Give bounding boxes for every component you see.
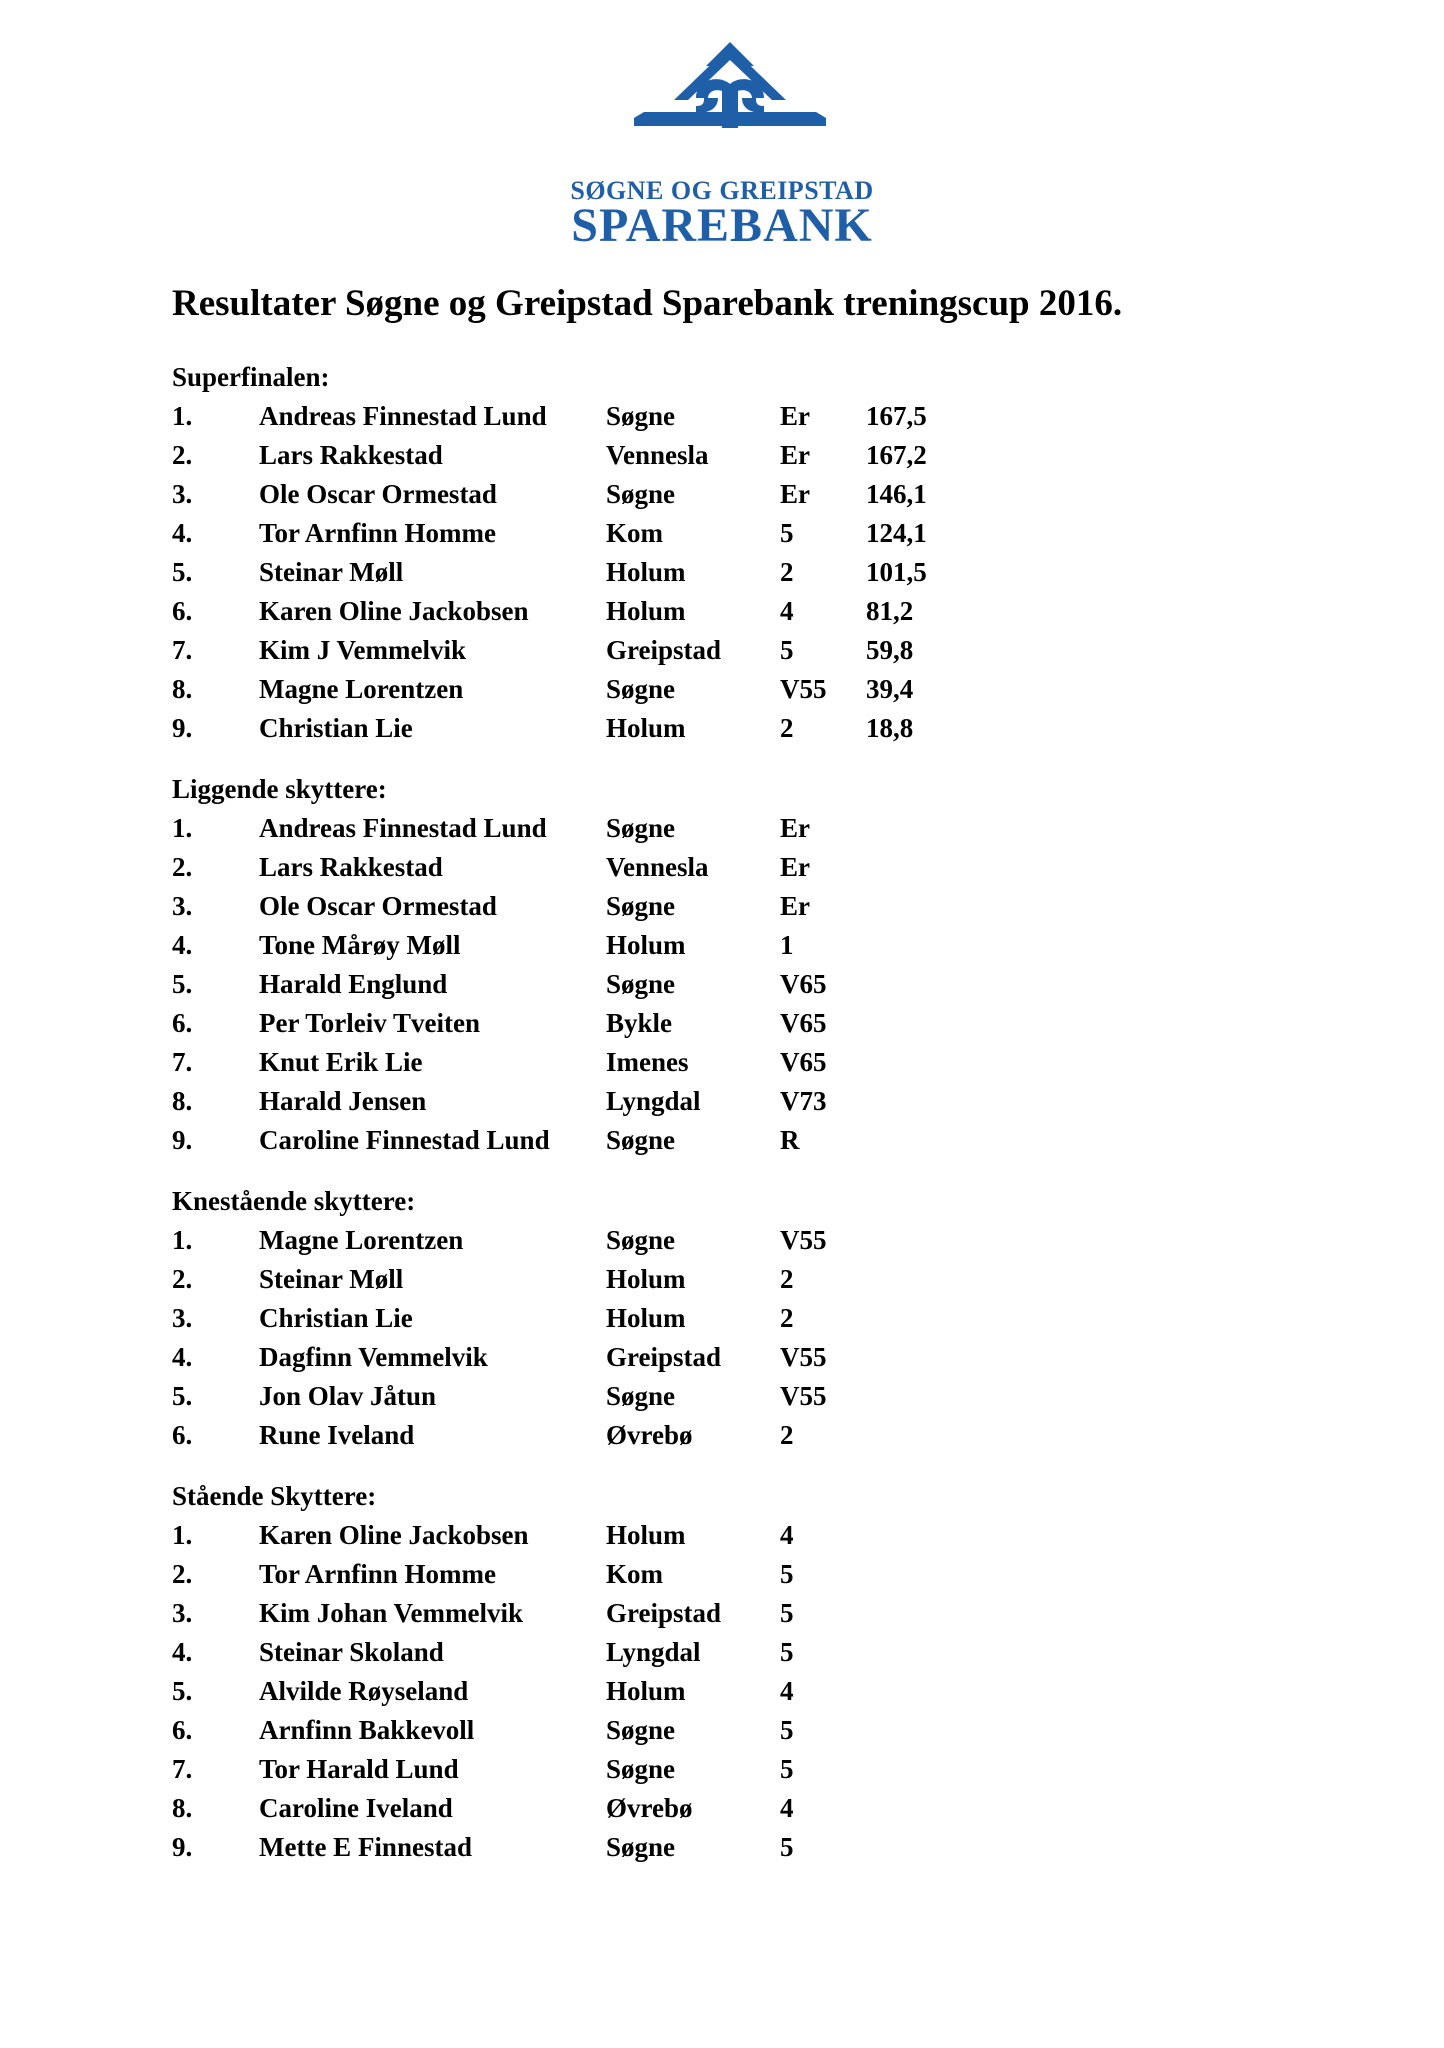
name-cell: Christian Lie (259, 1303, 413, 1333)
club-cell: Holum (606, 713, 686, 743)
club-cell: Holum (606, 1303, 686, 1333)
class-cell: V55 (780, 1381, 827, 1411)
rank-cell: 5. (172, 969, 193, 999)
club-cell: Lyngdal (606, 1637, 701, 1667)
name-cell: Alvilde Røyseland (259, 1676, 469, 1706)
rank-cell: 2. (172, 1559, 193, 1589)
class-cell: V73 (780, 1086, 827, 1116)
club-cell: Søgne (606, 674, 676, 704)
club-cell: Greipstad (606, 1342, 722, 1372)
club-cell: Holum (606, 596, 686, 626)
club-cell: Holum (606, 1520, 686, 1550)
rank-cell: 4. (172, 1342, 193, 1372)
club-cell: Søgne (606, 1225, 676, 1255)
result-row (172, 1416, 1272, 1455)
rank-cell: 6. (172, 596, 193, 626)
class-cell: V55 (780, 674, 827, 704)
class-cell: 1 (780, 930, 794, 960)
class-cell: V55 (780, 1225, 827, 1255)
logo-line2: SPAREBANK (571, 199, 873, 252)
rank-cell: 9. (172, 1832, 193, 1862)
name-cell: Knut Erik Lie (259, 1047, 423, 1077)
club-cell: Holum (606, 930, 686, 960)
club-cell: Vennesla (606, 440, 709, 470)
club-cell: Søgne (606, 479, 676, 509)
result-row (172, 1633, 1272, 1672)
rank-cell: 6. (172, 1008, 193, 1038)
class-cell: 4 (780, 596, 794, 626)
result-row (172, 1121, 1272, 1160)
class-cell: 5 (780, 518, 794, 548)
result-row (172, 1299, 1272, 1338)
section-liggende (172, 770, 1272, 1160)
rank-cell: 5. (172, 557, 193, 587)
name-cell: Tone Mårøy Møll (259, 930, 461, 960)
section-title: Stående Skyttere: (172, 1481, 377, 1511)
result-row (172, 1750, 1272, 1789)
club-cell: Vennesla (606, 852, 709, 882)
club-cell: Søgne (606, 1754, 676, 1784)
class-cell: 2 (780, 1264, 794, 1294)
club-cell: Lyngdal (606, 1086, 701, 1116)
score-cell: 39,4 (866, 674, 914, 704)
name-cell: Steinar Skoland (259, 1637, 444, 1667)
result-row (172, 887, 1272, 926)
club-cell: Søgne (606, 969, 676, 999)
score-cell: 167,2 (866, 440, 927, 470)
class-cell: 5 (780, 1637, 794, 1667)
class-cell: 4 (780, 1520, 794, 1550)
result-row (172, 1828, 1272, 1867)
rank-cell: 3. (172, 1303, 193, 1333)
name-cell: Dagfinn Vemmelvik (259, 1342, 488, 1372)
result-row (172, 553, 1272, 592)
result-row (172, 1789, 1272, 1828)
rank-cell: 3. (172, 479, 193, 509)
class-cell: Er (780, 479, 810, 509)
name-cell: Tor Arnfinn Homme (259, 1559, 497, 1589)
club-cell: Søgne (606, 1125, 676, 1155)
club-cell: Bykle (606, 1008, 673, 1038)
score-cell: 59,8 (866, 635, 914, 665)
name-cell: Tor Arnfinn Homme (259, 518, 497, 548)
class-cell: 4 (780, 1793, 794, 1823)
result-row (172, 1672, 1272, 1711)
class-cell: R (780, 1125, 800, 1155)
result-row (172, 1594, 1272, 1633)
name-cell: Kim J Vemmelvik (259, 635, 466, 665)
rank-cell: 9. (172, 1125, 193, 1155)
name-cell: Mette E Finnestad (259, 1832, 472, 1862)
rank-cell: 4. (172, 930, 193, 960)
club-cell: Holum (606, 557, 686, 587)
score-cell: 101,5 (866, 557, 927, 587)
rank-cell: 2. (172, 852, 193, 882)
class-cell: 5 (780, 1598, 794, 1628)
result-row (172, 1004, 1272, 1043)
class-cell: 2 (780, 1303, 794, 1333)
club-cell: Søgne (606, 813, 676, 843)
club-cell: Kom (606, 518, 663, 548)
result-row (172, 670, 1272, 709)
result-row (172, 926, 1272, 965)
name-cell: Tor Harald Lund (259, 1754, 459, 1784)
section-superfinalen (172, 358, 1272, 748)
rank-cell: 7. (172, 635, 193, 665)
rank-cell: 7. (172, 1754, 193, 1784)
class-cell: 5 (780, 1715, 794, 1745)
logo-line1: SØGNE OG GREIPSTAD (570, 176, 874, 205)
name-cell: Andreas Finnestad Lund (259, 813, 547, 843)
name-cell: Karen Oline Jackobsen (259, 596, 529, 626)
name-cell: Rune Iveland (259, 1420, 415, 1450)
name-cell: Arnfinn Bakkevoll (259, 1715, 475, 1745)
result-row (172, 1711, 1272, 1750)
name-cell: Karen Oline Jackobsen (259, 1520, 529, 1550)
result-row (172, 1082, 1272, 1121)
club-cell: Holum (606, 1264, 686, 1294)
section-title: Liggende skyttere: (172, 774, 387, 804)
rank-cell: 5. (172, 1676, 193, 1706)
class-cell: Er (780, 813, 810, 843)
rank-cell: 6. (172, 1715, 193, 1745)
rank-cell: 3. (172, 891, 193, 921)
name-cell: Per Torleiv Tveiten (259, 1008, 480, 1038)
bank-emblem-icon (634, 40, 826, 152)
club-cell: Søgne (606, 891, 676, 921)
name-cell: Jon Olav Jåtun (259, 1381, 437, 1411)
class-cell: V65 (780, 969, 827, 999)
rank-cell: 8. (172, 1793, 193, 1823)
class-cell: 2 (780, 713, 794, 743)
club-cell: Kom (606, 1559, 663, 1589)
name-cell: Lars Rakkestad (259, 440, 443, 470)
name-cell: Ole Oscar Ormestad (259, 891, 497, 921)
score-cell: 18,8 (866, 713, 914, 743)
name-cell: Christian Lie (259, 713, 413, 743)
rank-cell: 2. (172, 440, 193, 470)
result-row (172, 475, 1272, 514)
result-row (172, 1377, 1272, 1416)
class-cell: 5 (780, 635, 794, 665)
name-cell: Steinar Møll (259, 557, 404, 587)
result-row (172, 809, 1272, 848)
rank-cell: 8. (172, 1086, 193, 1116)
section-title: Superfinalen: (172, 362, 330, 392)
section-staende (172, 1477, 1272, 1867)
class-cell: 2 (780, 1420, 794, 1450)
score-cell: 124,1 (866, 518, 927, 548)
class-cell: 5 (780, 1559, 794, 1589)
result-row (172, 1516, 1272, 1555)
result-row (172, 514, 1272, 553)
club-cell: Holum (606, 1676, 686, 1706)
rank-cell: 4. (172, 1637, 193, 1667)
section-knestaende (172, 1182, 1272, 1455)
class-cell: Er (780, 401, 810, 431)
class-cell: V55 (780, 1342, 827, 1372)
class-cell: 4 (780, 1676, 794, 1706)
name-cell: Steinar Møll (259, 1264, 404, 1294)
rank-cell: 1. (172, 401, 193, 431)
club-cell: Øvrebø (606, 1420, 693, 1450)
page-title: Resultater Søgne og Greipstad Sparebank treningscup 2016. (172, 283, 1123, 324)
section-title: Knestående skyttere: (172, 1186, 416, 1216)
name-cell: Caroline Iveland (259, 1793, 453, 1823)
class-cell: V65 (780, 1047, 827, 1077)
rank-cell: 3. (172, 1598, 193, 1628)
name-cell: Lars Rakkestad (259, 852, 443, 882)
club-cell: Greipstad (606, 1598, 722, 1628)
result-row (172, 848, 1272, 887)
result-row (172, 1043, 1272, 1082)
club-cell: Søgne (606, 401, 676, 431)
result-row (172, 965, 1272, 1004)
result-row (172, 436, 1272, 475)
class-cell: 5 (780, 1754, 794, 1784)
class-cell: V65 (780, 1008, 827, 1038)
result-row (172, 1555, 1272, 1594)
club-cell: Imenes (606, 1047, 689, 1077)
name-cell: Harald Englund (259, 969, 448, 999)
name-cell: Ole Oscar Ormestad (259, 479, 497, 509)
rank-cell: 7. (172, 1047, 193, 1077)
name-cell: Magne Lorentzen (259, 674, 464, 704)
name-cell: Kim Johan Vemmelvik (259, 1598, 524, 1628)
rank-cell: 8. (172, 674, 193, 704)
score-cell: 81,2 (866, 596, 914, 626)
rank-cell: 1. (172, 1520, 193, 1550)
result-row (172, 592, 1272, 631)
rank-cell: 1. (172, 1225, 193, 1255)
club-cell: Søgne (606, 1832, 676, 1862)
result-row (172, 1260, 1272, 1299)
result-row (172, 709, 1272, 748)
club-cell: Greipstad (606, 635, 722, 665)
rank-cell: 5. (172, 1381, 193, 1411)
class-cell: Er (780, 852, 810, 882)
club-cell: Øvrebø (606, 1793, 693, 1823)
result-row (172, 1338, 1272, 1377)
rank-cell: 1. (172, 813, 193, 843)
rank-cell: 9. (172, 713, 193, 743)
rank-cell: 6. (172, 1420, 193, 1450)
rank-cell: 2. (172, 1264, 193, 1294)
name-cell: Caroline Finnestad Lund (259, 1125, 550, 1155)
result-row (172, 631, 1272, 670)
club-cell: Søgne (606, 1715, 676, 1745)
class-cell: 5 (780, 1832, 794, 1862)
result-row (172, 1221, 1272, 1260)
class-cell: 2 (780, 557, 794, 587)
name-cell: Harald Jensen (259, 1086, 427, 1116)
score-cell: 167,5 (866, 401, 927, 431)
class-cell: Er (780, 440, 810, 470)
rank-cell: 4. (172, 518, 193, 548)
result-row (172, 397, 1272, 436)
club-cell: Søgne (606, 1381, 676, 1411)
name-cell: Magne Lorentzen (259, 1225, 464, 1255)
score-cell: 146,1 (866, 479, 927, 509)
class-cell: Er (780, 891, 810, 921)
name-cell: Andreas Finnestad Lund (259, 401, 547, 431)
